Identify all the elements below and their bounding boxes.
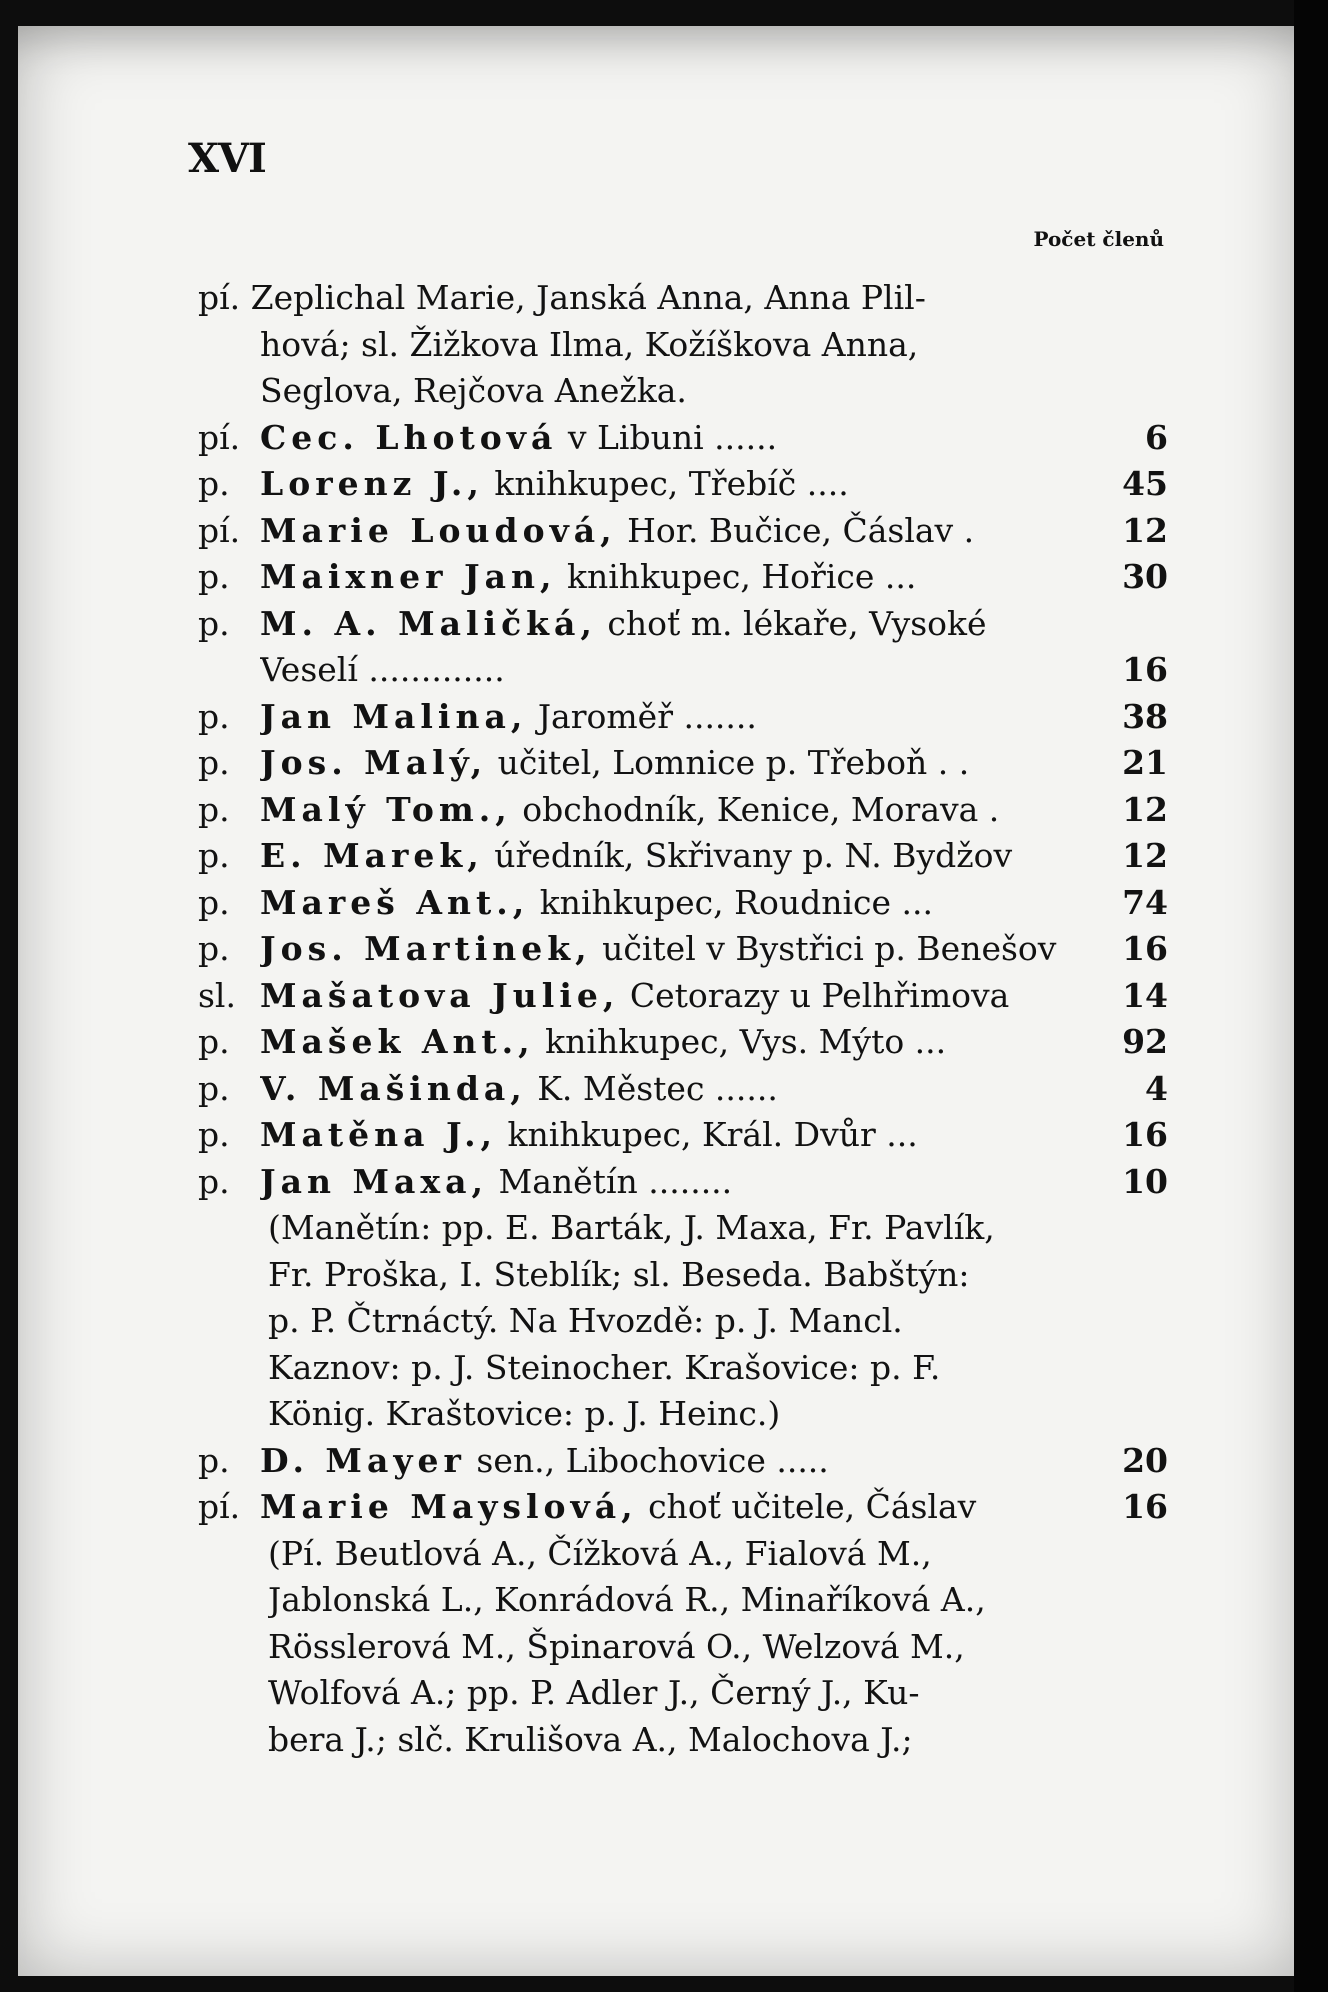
member-count: 38 (1122, 696, 1168, 736)
salutation-prefix: p. (198, 696, 230, 736)
entry-detail: Hor. Bučice, Čáslav . (627, 510, 975, 550)
entry-detail: knihkupec, Třebíč .... (494, 464, 849, 503)
entry-detail: sen., Libochovice ..... (476, 1440, 829, 1480)
entry-text (268, 1577, 1168, 1624)
entry-detail: učitel v Bystřici p. Benešov (602, 929, 1057, 968)
entry-detail: p. P. Čtrnáctý. Na Hvozdě: p. J. Mancl. (268, 1301, 903, 1340)
entry-detail: Manětín ........ (498, 1161, 733, 1201)
member-list (198, 275, 1168, 1763)
entry-text (268, 1345, 1168, 1392)
member-count: 16 (1122, 929, 1168, 968)
member-count: 92 (1122, 1022, 1168, 1061)
entry-text (260, 647, 1078, 694)
member-name: Jan Malina, (260, 696, 528, 736)
entry-continuation (198, 322, 1168, 369)
entry-continuation (198, 1670, 1168, 1717)
member-name: M. A. Maličká, (260, 603, 597, 643)
member-count: 4 (1145, 1068, 1168, 1108)
entry-detail: úředník, Skřivany p. N. Bydžov (494, 836, 1013, 875)
entry-detail: (Pí. Beutlová A., Čížková A., Fialová M., (268, 1533, 932, 1573)
member-count: 16 (1122, 1487, 1168, 1526)
member-name: Malý Tom., (260, 789, 512, 829)
entry-continuation (198, 1717, 1168, 1764)
salutation-prefix: pí. (198, 417, 241, 457)
entry-text (260, 508, 1078, 555)
member-entry (198, 787, 1168, 834)
member-name: Mašatova Julie, (260, 975, 620, 1015)
salutation-prefix: p. (198, 603, 230, 643)
entry-text (260, 926, 1078, 973)
member-entry (198, 461, 1168, 508)
entry-text (260, 415, 1078, 462)
page-number: XVI (188, 135, 266, 182)
member-entry (198, 740, 1168, 787)
salutation-prefix: p. (198, 743, 230, 782)
salutation-prefix: sl. (198, 975, 236, 1015)
member-count: 45 (1122, 464, 1168, 503)
entry-detail: Rösslerová M., Špinarová O., Welzová M., (268, 1626, 965, 1666)
entry-detail: Seglova, Rejčova Anežka. (260, 371, 687, 410)
member-entry (198, 1159, 1168, 1206)
member-entry (198, 880, 1168, 927)
entry-detail: bera J.; slč. Krulišova A., Malochova J.; (268, 1719, 913, 1759)
entry-text (260, 1112, 1078, 1159)
member-entry (198, 926, 1168, 973)
member-count: 6 (1145, 417, 1168, 457)
entry-continuation (198, 1577, 1168, 1624)
member-name: Lorenz J., (260, 464, 484, 503)
column-header-member-count: Počet členů (1033, 227, 1164, 251)
member-entry (198, 554, 1168, 601)
member-name: Marie Mayslová, (260, 1487, 638, 1526)
member-entry (198, 601, 1168, 648)
entry-text (268, 1298, 1168, 1345)
entry-text (260, 694, 1078, 741)
member-name: Maixner Jan, (260, 557, 557, 596)
salutation-prefix: p. (198, 1115, 230, 1154)
entry-text (260, 322, 1168, 369)
entry-text (260, 1484, 1078, 1531)
member-entry (198, 694, 1168, 741)
entry-text (268, 1670, 1168, 1717)
entry-detail: Wolfová A.; pp. P. Adler J., Černý J., Ku- (268, 1673, 920, 1712)
entry-continuation (198, 1624, 1168, 1671)
entry-text (260, 740, 1078, 787)
member-name: E. Marek, (260, 836, 484, 875)
salutation-prefix: pí. (198, 510, 241, 550)
member-count: 12 (1122, 510, 1168, 550)
entry-continuation (198, 647, 1168, 694)
salutation-prefix: p. (198, 1022, 230, 1061)
salutation-prefix: p. (198, 929, 230, 968)
member-count: 12 (1122, 836, 1168, 875)
salutation-prefix: p. (198, 882, 230, 922)
entry-detail: Fr. Proška, I. Steblík; sl. Beseda. Babštýn: (268, 1254, 970, 1294)
entry-detail: K. Městec ...... (537, 1068, 778, 1108)
entry-detail: Jaroměř ....... (537, 696, 757, 736)
salutation-prefix: p. (198, 464, 230, 503)
member-count: 10 (1122, 1161, 1168, 1201)
entry-text (260, 461, 1078, 508)
entry-detail: učitel, Lomnice p. Třeboň . . (497, 743, 970, 782)
page-edge-shadow (1294, 0, 1328, 1992)
member-count: 14 (1122, 975, 1168, 1015)
entry-detail: choť m. lékaře, Vysoké (607, 603, 987, 643)
entry-continuation (198, 1298, 1168, 1345)
salutation-prefix: p. (198, 1068, 230, 1108)
entry-continuation (198, 1252, 1168, 1299)
member-entry (198, 1019, 1168, 1066)
member-name: Jos. Malý, (260, 743, 488, 782)
entry-detail: Jablonská L., Konrádová R., Minaříková A., (268, 1580, 986, 1619)
entry-detail: Cetorazy u Pelhřimova (629, 975, 1010, 1015)
member-name: Marie Loudová, (260, 510, 617, 550)
member-name: V. Mašinda, (260, 1068, 527, 1108)
salutation-prefix: p. (198, 1161, 230, 1201)
entry-detail: v Libuni ...... (567, 417, 778, 457)
member-count: 16 (1122, 650, 1168, 689)
salutation-prefix: p. (198, 557, 230, 596)
entry-text (268, 1717, 1168, 1764)
entry-text (268, 1391, 1168, 1438)
member-count: 30 (1122, 557, 1168, 596)
entry-text (260, 787, 1078, 834)
member-count: 16 (1122, 1115, 1168, 1154)
entry-text (260, 833, 1078, 880)
member-name: Jan Maxa, (260, 1161, 488, 1201)
member-entry (198, 1484, 1168, 1531)
entry-text (268, 1205, 1168, 1252)
entry-detail: Kaznov: p. J. Steinocher. Krašovice: p. F. (268, 1347, 941, 1387)
entry-continuation (198, 1345, 1168, 1392)
entry-text (268, 1252, 1168, 1299)
entry-detail: König. Kraštovice: p. J. Heinc.) (268, 1394, 781, 1433)
entry-text (260, 554, 1078, 601)
member-entry (198, 415, 1168, 462)
salutation-prefix: pí. (198, 1487, 241, 1526)
entry-detail: hová; sl. Žižkova Ilma, Kožíškova Anna, (260, 324, 919, 364)
entry-text (260, 973, 1078, 1020)
entry-continuation (198, 1531, 1168, 1578)
member-name: Cec. Lhotová (260, 417, 558, 457)
entry-detail: choť učitele, Čáslav (648, 1487, 977, 1526)
entry-detail: Veselí ............. (260, 650, 505, 689)
entry-text (268, 1624, 1168, 1671)
member-count: 12 (1122, 789, 1168, 829)
member-entry (198, 973, 1168, 1020)
member-entry (198, 1438, 1168, 1485)
member-name: Jos. Martinek, (260, 929, 592, 968)
entry-continuation (198, 275, 1168, 322)
entry-text (260, 1159, 1078, 1206)
entry-detail: knihkupec, Roudnice ... (539, 882, 933, 922)
entry-continuation (198, 1391, 1168, 1438)
member-entry (198, 833, 1168, 880)
entry-text (260, 1438, 1078, 1485)
member-entry (198, 1066, 1168, 1113)
entry-detail: (Manětín: pp. E. Barták, J. Maxa, Fr. Pavlík, (268, 1208, 995, 1247)
salutation-prefix: p. (198, 836, 230, 875)
entry-text (260, 1066, 1078, 1113)
entry-continuation (198, 1205, 1168, 1252)
member-name: D. Mayer (260, 1440, 466, 1480)
member-entry (198, 1112, 1168, 1159)
member-count: 21 (1122, 743, 1168, 782)
entry-continuation (198, 368, 1168, 415)
salutation-prefix: p. (198, 789, 230, 829)
entry-detail: knihkupec, Hořice ... (566, 557, 917, 596)
member-count: 74 (1122, 882, 1168, 922)
member-name: Matěna J., (260, 1115, 498, 1154)
entry-detail: knihkupec, Král. Dvůr ... (507, 1115, 918, 1154)
member-count: 20 (1122, 1440, 1168, 1480)
member-name: Mašek Ant., (260, 1022, 535, 1061)
entry-detail: obchodník, Kenice, Morava . (522, 789, 1000, 829)
member-name: Mareš Ant., (260, 882, 530, 922)
entry-text (260, 368, 1168, 415)
entry-detail: knihkupec, Vys. Mýto ... (545, 1022, 947, 1061)
salutation-prefix: p. (198, 1440, 230, 1480)
entry-text (260, 880, 1078, 927)
member-entry (198, 508, 1168, 555)
entry-text: pí. Zeplichal Marie, Janská Anna, Anna Plil- (198, 278, 926, 317)
entry-text (268, 1531, 1168, 1578)
entry-text (260, 601, 1168, 648)
entry-text (260, 1019, 1078, 1066)
